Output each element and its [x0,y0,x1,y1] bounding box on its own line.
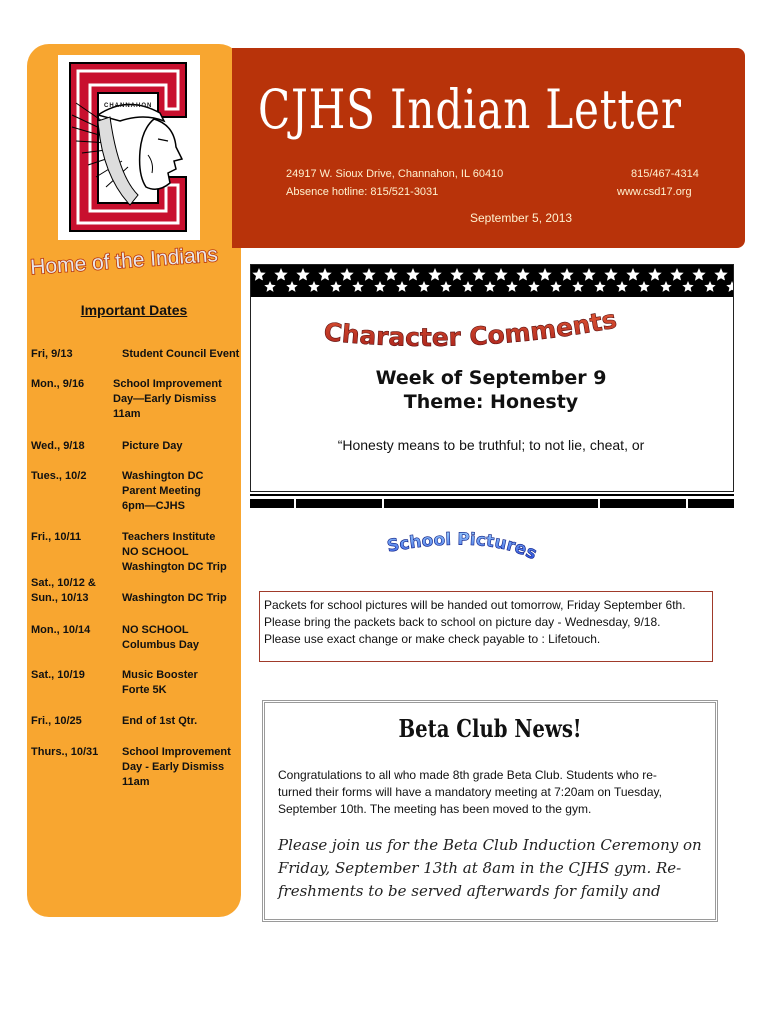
absence-hotline: Absence hotline: 815/521-3031 [286,186,439,198]
newsletter-title: CJHS Indian Letter [258,78,682,141]
divider-bar [250,494,734,508]
week-theme [250,366,732,414]
pictures-line: Packets for school pictures will be handed out tomorrow, Friday September 6th. [264,598,686,612]
beta-club-title: Beta Club News! [398,714,582,743]
event-label: NO SCHOOL Columbus Day [122,624,200,651]
event-label: School Improvement Day - Early Dismiss 11am [122,746,231,788]
issue-date: September 5, 2013 [470,211,573,225]
school-pictures-heading [384,530,604,582]
indian-head-logo-icon [58,55,200,240]
event-label: Picture Day [122,440,183,452]
school-pictures-text: School Pictures [385,530,540,565]
tagline: Home of the Indians [29,243,219,280]
event-label: End of 1st Qtr. [122,715,198,727]
theme-label: Theme: Honesty [403,391,579,413]
date-label: Mon., 9/16 [31,378,85,390]
school-logo [58,55,200,240]
date-label: Sat., 10/12 & Sun., 10/13 [31,577,96,604]
important-dates-title: Important Dates [80,302,188,318]
beta-text-line: turned their forms will have a mandatory meeting at 7:20am on Tuesday, [278,785,662,799]
school-address: 24917 W. Sioux Drive, Channahon, IL 60410 [286,168,504,180]
date-label: Fri., 10/11 [31,531,82,543]
school-phone: 815/467-4314 [631,168,699,180]
week-label: Week of September 9 [375,367,607,389]
character-comments-text: Character Comments [322,304,619,353]
star-border [251,265,733,297]
home-of-the-indians-banner [26,240,240,280]
event-label: Washington DC Trip [122,592,227,604]
svg-text:Character Comments [322,305,619,352]
character-comments-heading [318,300,648,360]
date-label: Wed., 9/18 [31,440,85,452]
date-label: Fri., 10/25 [31,715,82,727]
pictures-line: Please use exact change or make check payable to : Lifetouch. [264,632,601,646]
beta-invite-line: Friday, September 13th at 8am in the CJHS gym. Re- [278,859,682,877]
date-label: Sat., 10/19 [31,669,85,681]
date-label: Tues., 10/2 [31,470,87,482]
date-label: Thurs., 10/31 [31,746,99,758]
beta-text-line: September 10th. The meeting has been moved to the gym. [278,802,592,816]
event-label: Music Booster Forte 5K [122,669,198,696]
event-label: Washington DC Parent Meeting 6pm—CJHS [122,470,204,512]
event-label: Student Council Event [122,348,240,360]
event-label: School Improvement Day—Early Dismiss 11am [113,378,222,420]
date-label: Fri, 9/13 [31,348,73,360]
website-link[interactable]: www.csd17.org [617,186,692,198]
event-label: Teachers Institute NO SCHOOL Washington DC Trip [122,531,227,573]
honesty-quote: “Honesty means to be truthful; to not lie, cheat, or [337,437,645,453]
beta-invite-line: Please join us for the Beta Club Induction Ceremony on [278,836,702,854]
pictures-line: Please bring the packets back to school on picture day - Wednesday, 9/18. [264,615,661,629]
logo-text: CHANNAHON [104,103,153,109]
beta-text-line: Congratulations to all who made 8th grade Beta Club. Students who re- [278,768,657,782]
beta-invite-line: freshments to be served afterwards for family and [278,882,661,900]
svg-text:School Pictures [386,530,540,564]
date-label: Mon., 10/14 [31,624,91,636]
